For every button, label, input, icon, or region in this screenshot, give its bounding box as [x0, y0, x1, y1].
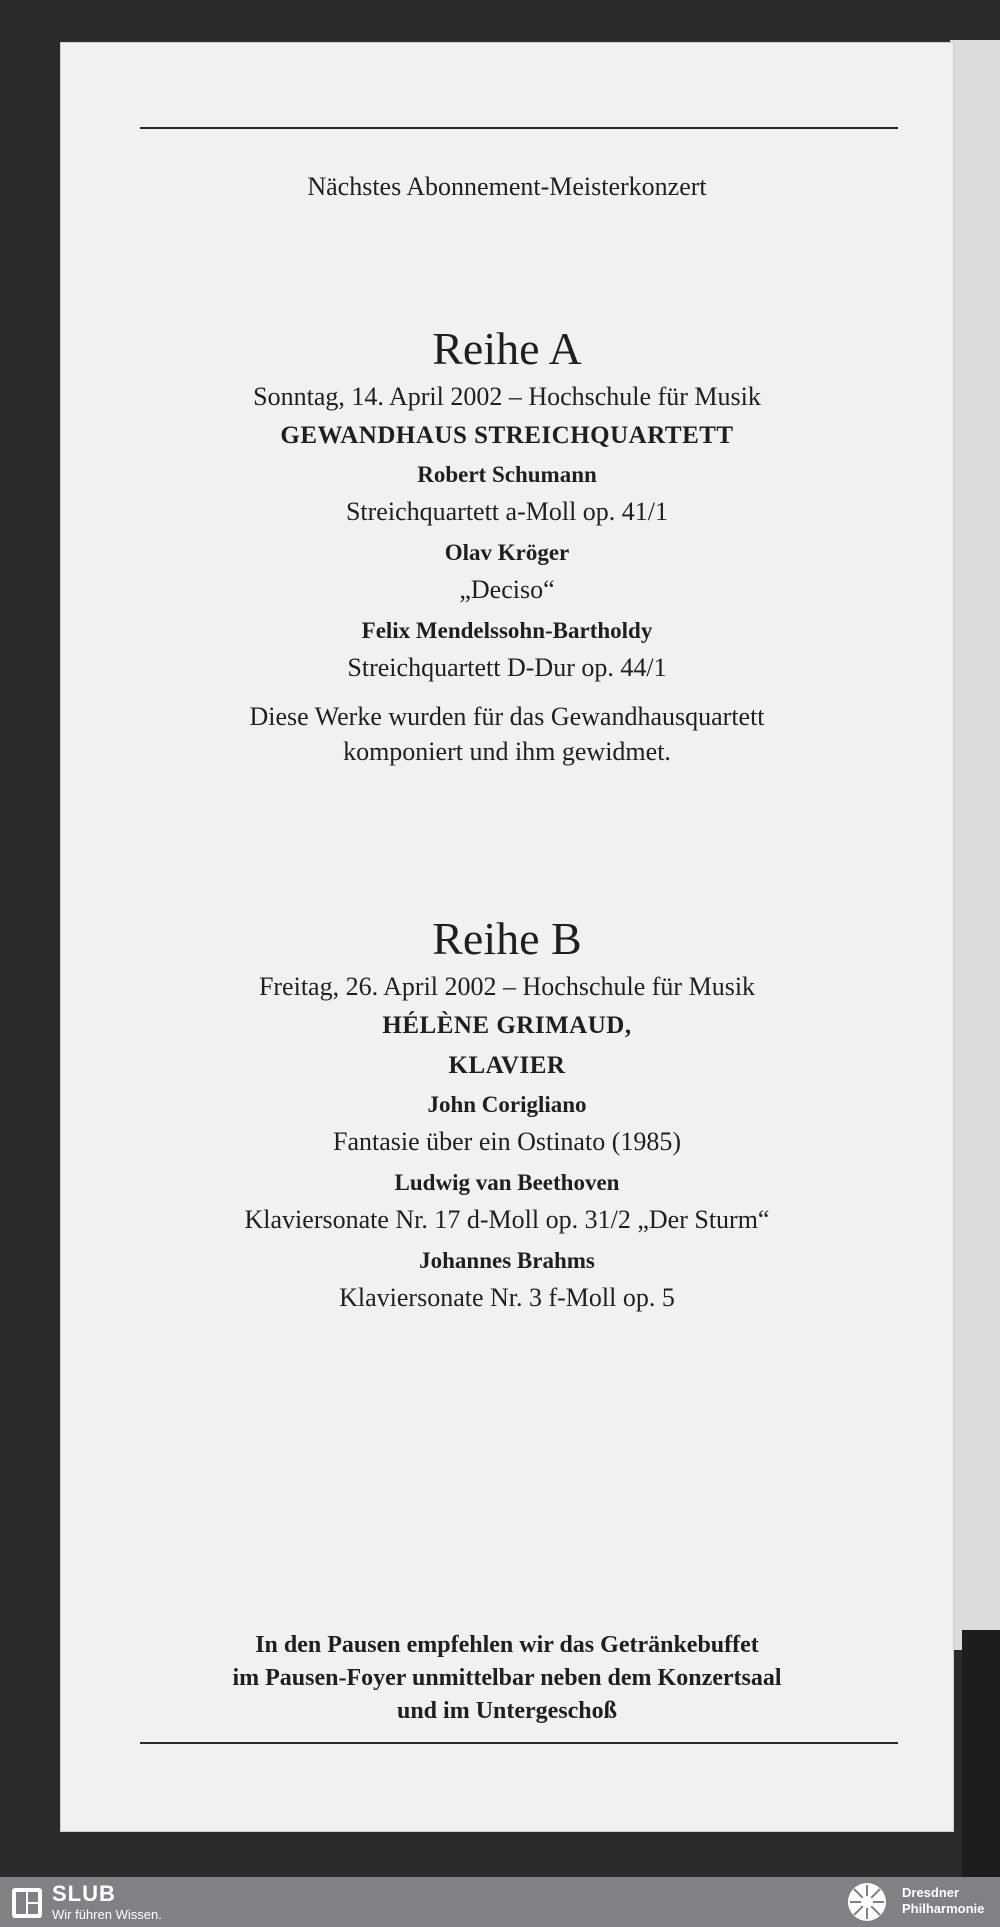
series-a-work-3: Streichquartett D-Dur op. 44/1 — [347, 653, 667, 682]
series-b-composer-2: Ludwig van Beethoven — [394, 1170, 620, 1195]
series-b-work-3: Klaviersonate Nr. 3 f-Moll op. 5 — [339, 1283, 675, 1312]
series-b-performer-line-1: HÉLÈNE GRIMAUD, — [382, 1012, 632, 1039]
series-a-date-venue: Sonntag, 14. April 2002 – Hochschule für Musik — [253, 382, 761, 411]
footer-bar — [0, 1877, 1000, 1927]
pause-note-line-1: In den Pausen empfehlen wir das Getränkebuffet — [255, 1632, 759, 1658]
series-b-work-2: Klaviersonate Nr. 17 d-Moll op. 31/2 „Der Sturm“ — [244, 1205, 770, 1234]
bottom-divider — [140, 1742, 898, 1744]
slub-logo-name: SLUB — [52, 1881, 116, 1906]
series-a-work-1: Streichquartett a-Moll op. 41/1 — [345, 497, 669, 526]
series-a-performer: GEWANDHAUS STREICHQUARTETT — [280, 422, 734, 449]
pause-note-line-2: im Pausen-Foyer unmittelbar neben dem Konzertsaal — [232, 1665, 782, 1691]
series-b-work-1: Fantasie über ein Ostinato (1985) — [332, 1127, 682, 1156]
philharmonie-logo-line-2: Philharmonie — [902, 1901, 985, 1916]
series-b-title: Reihe B — [432, 913, 582, 964]
philharmonie-logo-line-1: Dresdner — [902, 1885, 960, 1900]
programme-page — [60, 42, 954, 1832]
scan-edge — [950, 40, 1000, 1650]
pause-note-line-3: und im Untergeschoß — [396, 1698, 618, 1724]
top-divider — [140, 127, 898, 129]
series-b-performer-line-2: KLAVIER — [448, 1052, 566, 1079]
slub-logo-icon — [12, 1888, 42, 1918]
series-a-work-2: „Deciso“ — [459, 575, 555, 604]
series-a-composer-3: Felix Mendelssohn-Bartholdy — [361, 618, 653, 643]
series-a-composer-2: Olav Kröger — [444, 540, 570, 565]
philharmonie-logo-name — [902, 1885, 984, 1917]
series-b-date-venue: Freitag, 26. April 2002 – Hochschule für Musik — [258, 972, 756, 1001]
scan-edge-dark — [962, 1630, 1000, 1880]
series-b-composer-1: John Corigliano — [427, 1092, 587, 1117]
philharmonie-logo-icon — [840, 1880, 894, 1924]
series-b-composer-3: Johannes Brahms — [419, 1248, 595, 1273]
series-a-composer-1: Robert Schumann — [417, 462, 597, 487]
intro-heading: Nächstes Abonnement-Meisterkonzert — [307, 172, 707, 201]
series-a-dedication-line-1: Diese Werke wurden für das Gewandhausquartett — [249, 702, 765, 731]
slub-logo-tagline: Wir führen Wissen. — [52, 1907, 162, 1922]
series-a-title: Reihe A — [432, 323, 582, 374]
series-a-dedication-line-2: komponiert und ihm gewidmet. — [343, 737, 671, 766]
